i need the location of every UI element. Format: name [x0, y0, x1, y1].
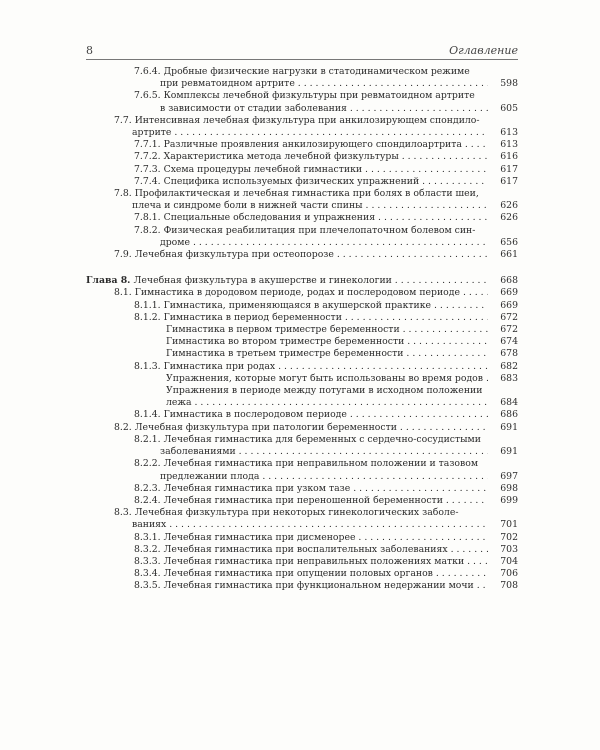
toc-entry-number: 8.3.5.: [134, 580, 164, 592]
toc-entry-number: 8.2.: [114, 421, 135, 433]
toc-entry-page: 605: [500, 102, 518, 114]
toc-entry-title: [134, 312, 488, 324]
toc-entry-title: [134, 483, 488, 495]
toc-entry-title: [134, 532, 488, 544]
toc-entry[interactable]: [86, 434, 518, 458]
toc-entry-number: 8.2.1.: [134, 433, 164, 445]
toc-entry-title: [166, 336, 488, 348]
toc-entry-page: 668: [500, 275, 518, 287]
toc-entry-page: 697: [500, 470, 518, 482]
toc-entry[interactable]: [86, 495, 518, 507]
toc-entry-text: Лечебная гимнастика при опущении половых органов: [163, 568, 433, 580]
toc-entry-page: 617: [500, 163, 518, 175]
toc-entry[interactable]: [86, 164, 518, 176]
toc-entry-text: Гимнастика при родах: [163, 360, 276, 372]
toc-entry-continuation: дроме . . .: [134, 237, 488, 249]
toc-entry-title: [114, 115, 488, 127]
toc-entry-page: 684: [500, 397, 518, 409]
toc-entry-number: 8.1.1.: [134, 299, 164, 311]
toc-entry-number: Глава 8.: [86, 275, 134, 287]
toc-entry-text: Лечебная гимнастика при воспалительных заболеваниях: [163, 543, 448, 555]
toc-entry-continuation: лежа . . .: [166, 397, 488, 409]
toc-entry-number: 7.7.3.: [134, 163, 164, 175]
toc-entry[interactable]: [86, 373, 518, 385]
toc-entry[interactable]: [86, 385, 518, 409]
toc-entry-title: [134, 139, 488, 151]
toc-entry-title: [134, 556, 488, 568]
toc-entry-number: 8.1.4.: [134, 409, 164, 421]
toc-entry-continuation: предлежании плода . . .: [134, 471, 488, 483]
toc-entry-text: Дробные физические нагрузки в статодинамическом режиме: [163, 66, 470, 77]
toc-entry-page: 699: [500, 494, 518, 506]
toc-entry-title: [134, 212, 488, 224]
toc-entry-number: 8.3.2.: [134, 543, 164, 555]
toc-entry-page: 626: [500, 212, 518, 224]
toc-entry[interactable]: [86, 225, 518, 249]
toc-entry-page: 613: [500, 139, 518, 151]
page-number: 8: [86, 44, 93, 57]
toc-entry-page: 698: [500, 482, 518, 494]
toc-entry-page: 686: [500, 409, 518, 421]
toc-entry-number: 8.1.3.: [134, 360, 164, 372]
toc-entry-title: [166, 373, 488, 385]
toc-entry-number: 8.3.1.: [134, 531, 164, 543]
toc-entry[interactable]: [86, 458, 518, 482]
toc-entry[interactable]: [86, 422, 518, 434]
toc-entry-text: Гимнастика во втором триместре беременности: [166, 336, 405, 348]
toc-entry-page: 691: [500, 446, 518, 458]
toc-entry-text: Гимнастика в третьем триместре беременности: [166, 348, 404, 360]
toc-entry-title: [134, 495, 488, 507]
toc-entry[interactable]: [86, 300, 518, 312]
toc-entry-text: Лечебная физкультура в акушерстве и гинекологии: [133, 275, 392, 287]
toc-entry-number: 7.7.4.: [134, 175, 164, 187]
toc-entry-text: Упражнения, которые могут быть использованы во время родов: [166, 372, 483, 384]
toc-entry-page: 702: [500, 531, 518, 543]
toc-entry-number: 8.3.3.: [134, 555, 164, 567]
toc-entry-page: 682: [500, 360, 518, 372]
toc-entry-number: 8.3.: [114, 507, 135, 519]
toc-entry-page: 708: [500, 580, 518, 592]
toc-entry-title: [134, 66, 488, 78]
toc-entry-number: 7.6.4.: [134, 66, 164, 77]
toc-entry-text: Лечебная гимнастика для беременных с сердечно-сосудистыми: [163, 433, 481, 445]
header-rule: [86, 59, 518, 60]
toc-entry-page: 678: [500, 348, 518, 360]
toc-entry-title: [114, 287, 488, 299]
table-of-contents: [86, 66, 518, 593]
running-title: Оглавление: [449, 44, 518, 57]
toc-entry-title: [114, 249, 488, 261]
toc-entry-title: [166, 385, 488, 397]
toc-entry[interactable]: [86, 176, 518, 188]
toc-entry-title: [166, 324, 488, 336]
toc-entry-number: 7.8.1.: [134, 212, 164, 224]
toc-entry-text: Лечебная гимнастика при переношенной беременности: [163, 494, 443, 506]
toc-entry[interactable]: [86, 249, 518, 261]
toc-entry-text: Лечебная физкультура при некоторых гинекологических заболе-: [134, 507, 459, 519]
toc-entry-text: Интенсивная лечебная физкультура при анкилозирующем спондило-: [134, 114, 480, 126]
toc-entry[interactable]: [86, 556, 518, 568]
toc-entry-text: Комплексы лечебной физкультуры при ревматоидном артрите: [163, 90, 475, 102]
toc-entry[interactable]: [86, 312, 518, 324]
toc-entry-page: 669: [500, 299, 518, 311]
toc-entry-text: Гимнастика в послеродовом периоде: [163, 409, 347, 421]
toc-entry-text: Физическая реабилитация при плечелопаточном болевом син-: [163, 224, 476, 236]
toc-entry-title: [114, 422, 488, 434]
toc-entry-title: [114, 507, 488, 519]
toc-entry-page: 704: [500, 555, 518, 567]
toc-entry-title: [134, 300, 488, 312]
toc-entry-text: Различные проявления анкилозирующего спондилоартрита: [163, 139, 462, 151]
toc-entry-number: 7.7.2.: [134, 151, 164, 163]
toc-entry-continuation: плеча и синдроме боли в нижней части спины . . .: [114, 200, 488, 212]
toc-entry-title: [134, 458, 488, 470]
toc-entry-number: 8.2.3.: [134, 482, 164, 494]
toc-entry-title: [134, 176, 488, 188]
toc-entry[interactable]: [86, 90, 518, 114]
toc-entry-number: 8.1.: [114, 287, 135, 299]
toc-entry-page: 672: [500, 324, 518, 336]
toc-entry-title: [134, 225, 488, 237]
toc-entry-text: Профилактическая и лечебная гимнастика при болях в области шеи,: [134, 188, 479, 200]
toc-entry-page: 683: [500, 372, 518, 384]
toc-entry-number: 8.1.2.: [134, 311, 164, 323]
toc-entry-text: Лечебная гимнастика при дисменорее: [163, 531, 356, 543]
toc-entry-text: Схема процедуры лечебной гимнастики: [163, 163, 363, 175]
toc-entry-number: 7.6.5.: [134, 90, 164, 102]
toc-entry-title: [134, 164, 488, 176]
toc-entry[interactable]: [86, 66, 518, 90]
toc-entry-title: [134, 580, 488, 592]
toc-entry-page: 691: [500, 421, 518, 433]
toc-entry[interactable]: [86, 483, 518, 495]
toc-entry[interactable]: [86, 507, 518, 531]
toc-entry-page: 616: [500, 151, 518, 163]
toc-entry-text: Специальные обследования и упражнения: [163, 212, 376, 224]
toc-entry[interactable]: [86, 324, 518, 336]
toc-entry-title: [134, 568, 488, 580]
toc-entry[interactable]: [86, 275, 518, 287]
toc-entry-text: Лечебная физкультура при остеопорозе: [134, 249, 334, 261]
toc-entry-text: Лечебная гимнастика при неправильном положении и тазовом: [163, 458, 479, 470]
toc-entry-page: 706: [500, 568, 518, 580]
toc-entry-continuation: в зависимости от стадии заболевания . . .: [134, 103, 488, 115]
toc-entry-text: Характеристика метода лечебной физкультуры: [163, 151, 399, 163]
toc-entry-text: Лечебная гимнастика при неправильных положениях матки: [163, 555, 465, 567]
toc-entry[interactable]: [86, 151, 518, 163]
toc-entry[interactable]: [86, 568, 518, 580]
toc-entry-title: [166, 348, 488, 360]
toc-entry[interactable]: [86, 287, 518, 299]
toc-entry[interactable]: [86, 188, 518, 212]
toc-entry-title: [86, 275, 488, 287]
toc-entry-title: [134, 151, 488, 163]
toc-entry-number: 8.2.2.: [134, 458, 164, 470]
toc-entry-number: 8.2.4.: [134, 494, 164, 506]
toc-entry-title: [134, 434, 488, 446]
toc-entry-title: [114, 188, 488, 200]
toc-entry-title: [134, 544, 488, 556]
toc-entry-text: Специфика используемых физических упражнений: [163, 175, 420, 187]
toc-entry-page: 661: [500, 249, 518, 261]
toc-entry-number: 7.9.: [114, 249, 135, 261]
toc-entry-text: Гимнастика в период беременности: [163, 311, 342, 323]
toc-entry[interactable]: [86, 336, 518, 348]
toc-entry-continuation: при ревматоидном артрите . . .: [134, 78, 488, 90]
toc-entry-page: 656: [500, 236, 518, 248]
toc-entry[interactable]: [86, 409, 518, 421]
toc-entry-number: 7.8.2.: [134, 224, 164, 236]
toc-entry-number: 7.7.1.: [134, 139, 164, 151]
toc-entry-number: 8.3.4.: [134, 568, 164, 580]
toc-entry-title: [134, 90, 488, 102]
toc-entry[interactable]: [86, 212, 518, 224]
toc-entry[interactable]: [86, 361, 518, 373]
toc-entry[interactable]: [86, 115, 518, 139]
toc-entry-continuation: артрите . . .: [114, 127, 488, 139]
toc-entry-page: 703: [500, 543, 518, 555]
toc-entry-text: Упражнения в периоде между потугами в исходном положении: [166, 385, 483, 397]
toc-entry-number: 7.7.: [114, 114, 135, 126]
toc-entry-page: 613: [500, 127, 518, 139]
toc-entry-number: 7.8.: [114, 188, 135, 200]
toc-entry-page: 669: [500, 287, 518, 299]
toc-entry[interactable]: [86, 580, 518, 592]
toc-entry-page: 617: [500, 175, 518, 187]
toc-entry-title: [134, 361, 488, 373]
toc-entry-page: 626: [500, 200, 518, 212]
toc-entry-title: [134, 409, 488, 421]
toc-entry[interactable]: [86, 139, 518, 151]
toc-entry-page: 701: [500, 519, 518, 531]
page-header: [86, 44, 518, 60]
toc-entry-continuation: заболеваниями . . .: [134, 446, 488, 458]
toc-entry-page: 672: [500, 311, 518, 323]
toc-entry-text: Лечебная гимнастика при функциональном недержании мочи: [163, 580, 474, 592]
toc-entry[interactable]: [86, 348, 518, 360]
toc-entry[interactable]: [86, 544, 518, 556]
toc-entry-page: 598: [500, 78, 518, 90]
toc-entry[interactable]: [86, 532, 518, 544]
toc-entry-text: Гимнастика, применяющаяся в акушерской практике: [163, 299, 432, 311]
toc-entry-text: Лечебная гимнастика при узком тазе: [163, 482, 351, 494]
toc-entry-text: Гимнастика в первом триместре беременности: [166, 324, 400, 336]
toc-entry-continuation: ваниях . . .: [114, 519, 488, 531]
toc-entry-text: Гимнастика в дородовом периоде, родах и послеродовом периоде: [134, 287, 460, 299]
toc-entry-text: Лечебная физкультура при патологии беременности: [134, 421, 397, 433]
toc-entry-page: 674: [500, 336, 518, 348]
